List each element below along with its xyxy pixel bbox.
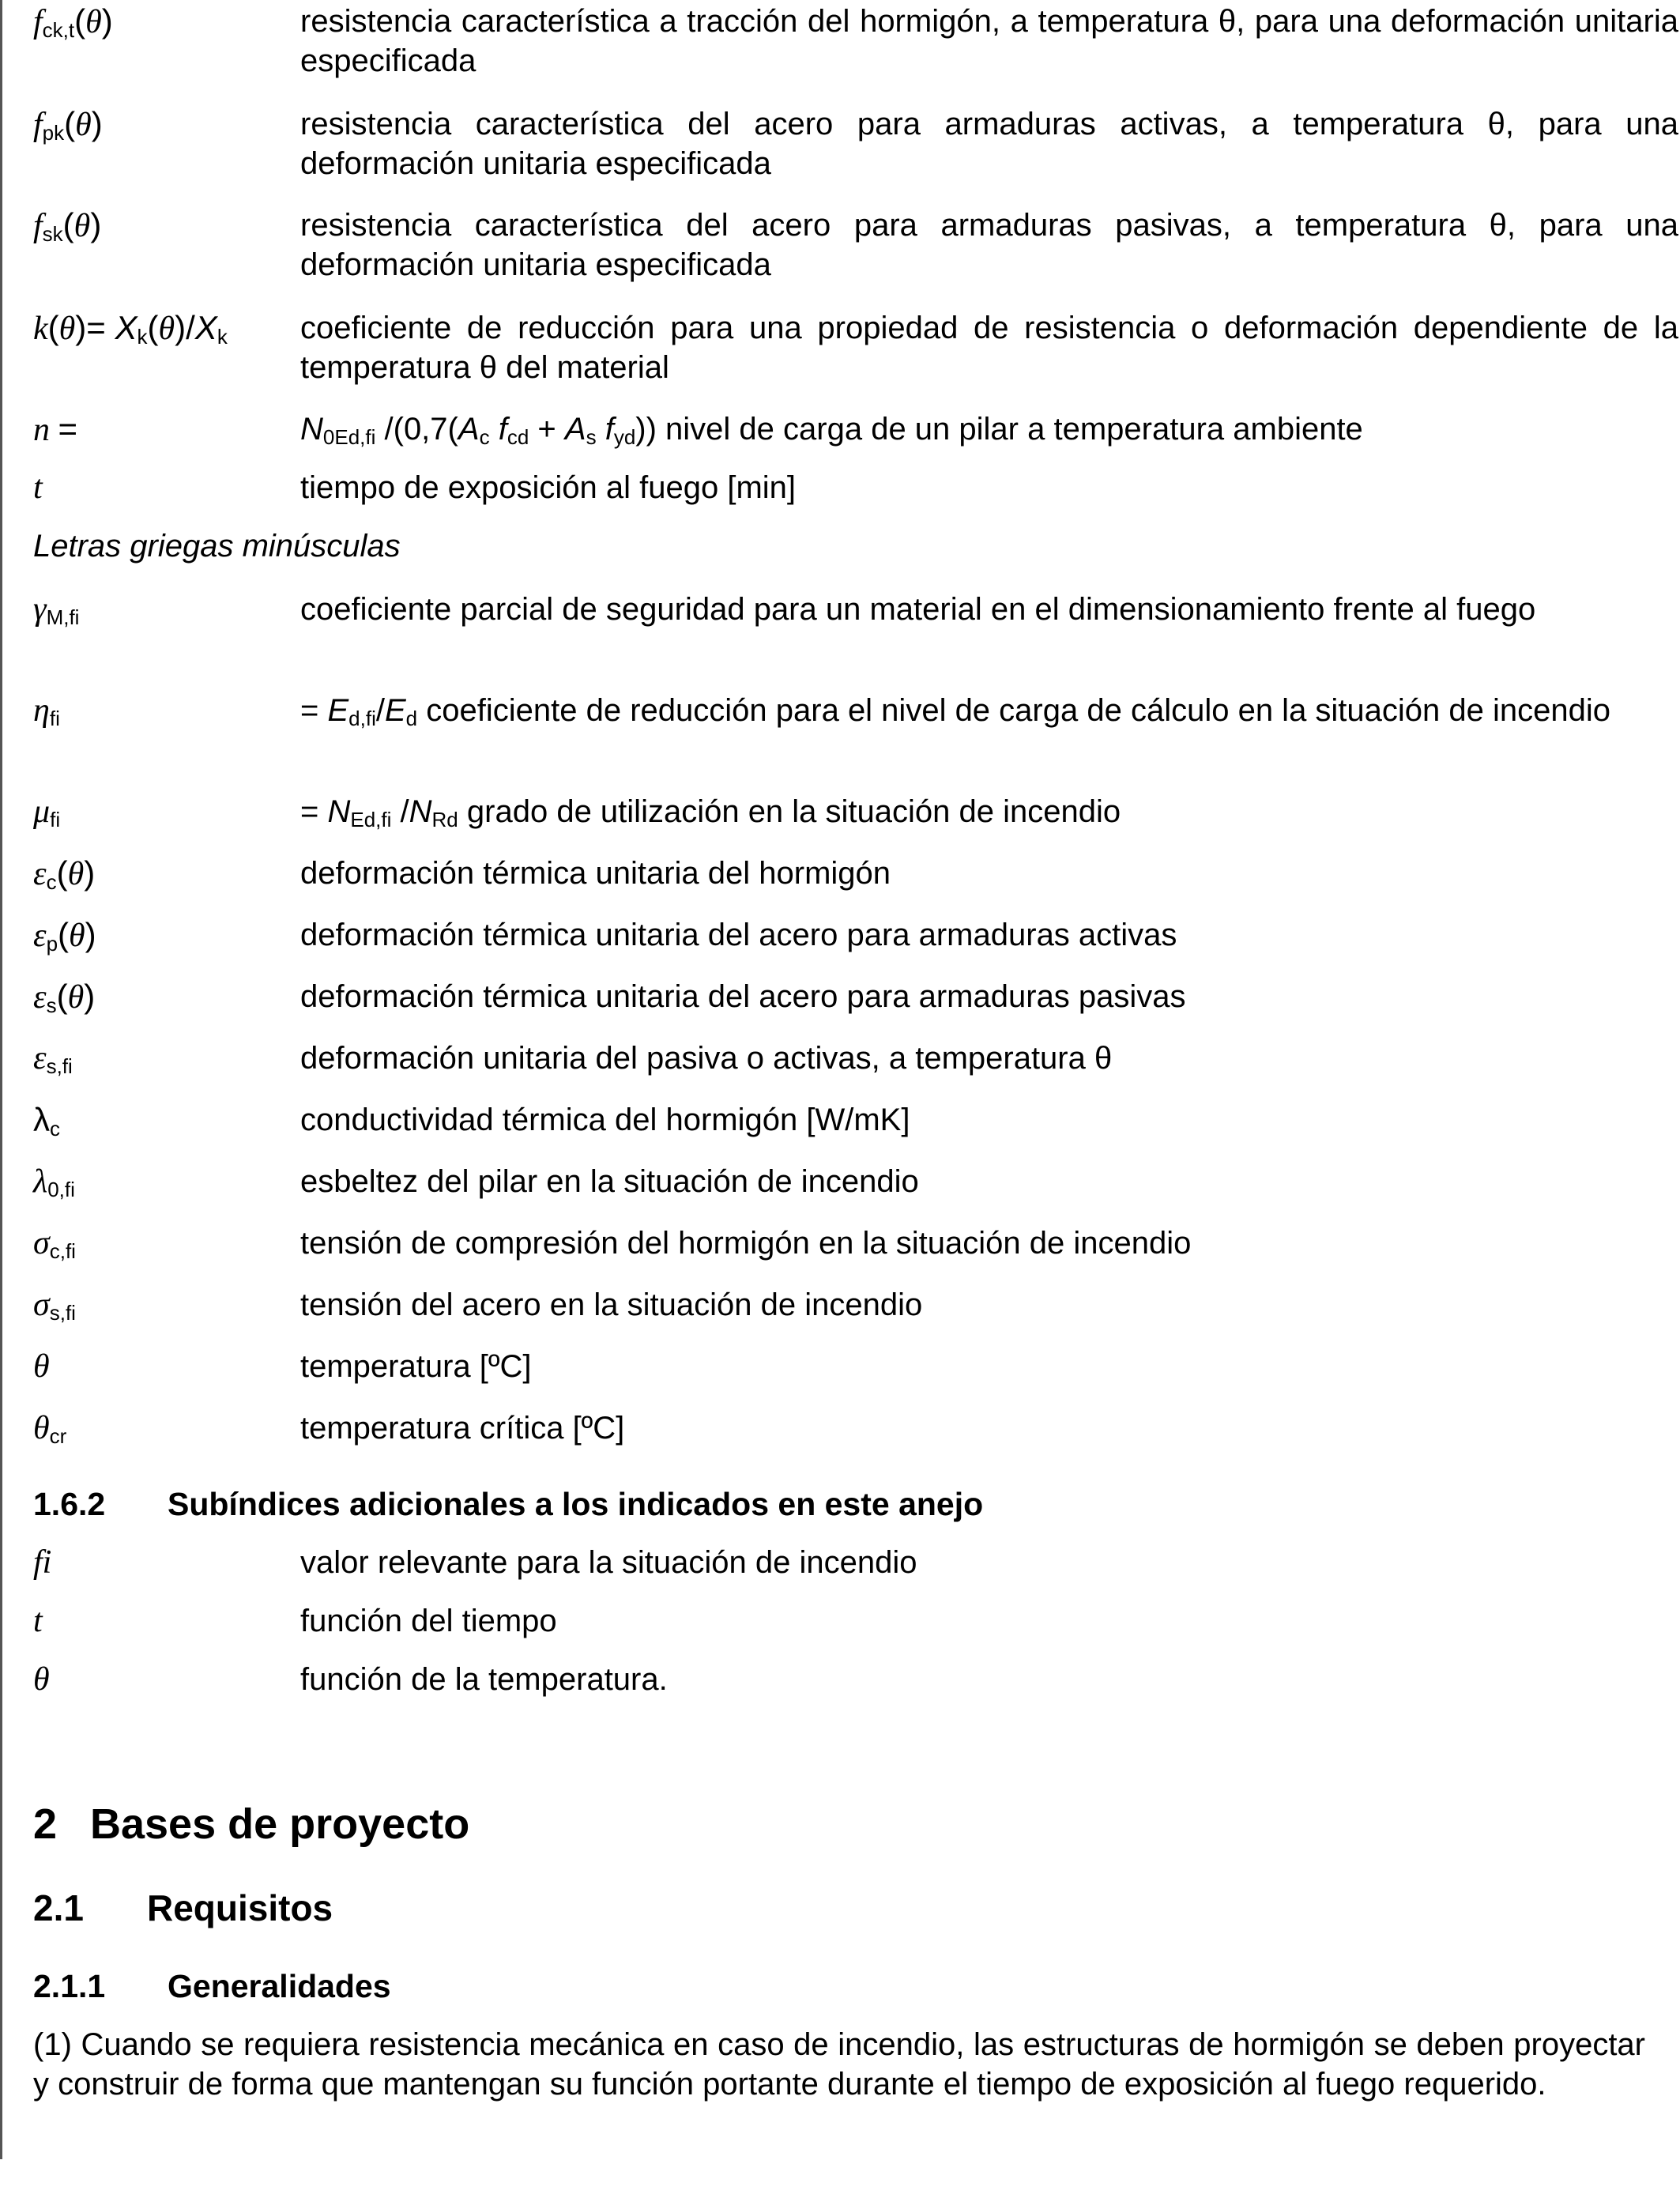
definition-eta-fi: = $E_{d,fi}/E_d$ coeficiente de reducción para el nivel de carga de cálculo en la situación de incendio	[300, 693, 1611, 730]
symbol-sigma-cfi: σc,fi	[33, 1225, 76, 1263]
symbol-epsilon-p: εp(θ)	[33, 916, 96, 956]
body-paragraph-1: (1) Cuando se requiera resistencia mecánica en caso de incendio, las estructuras de hormigón se deben proyectar y construir de forma que mantengan su función portante durante el tiempo de exposición al fuego requerido.	[33, 2027, 1645, 2102]
definition-eta-fi-text: coeficiente de reducción para el nivel de carga de cálculo en la situación de incendio	[426, 693, 1611, 728]
symbol-lambda-0fi: λ0,fi	[33, 1163, 75, 1201]
chapter-title: Bases de proyecto	[90, 1800, 470, 1848]
definition-t: tiempo de exposición al fuego [min]	[300, 470, 797, 505]
symbol-epsilon-c: εc(θ)	[33, 854, 96, 894]
symbol-fpk: fpk(θ)	[33, 105, 103, 145]
symbol-sigma-sfi: σs,fi	[33, 1287, 76, 1325]
section-title: Subíndices adicionales a los indicados en este anejo	[168, 1486, 984, 1522]
definition-epsilon-c: deformación térmica unitaria del hormigón	[300, 856, 891, 891]
definition-gamma-mfi: coeficiente parcial de seguridad para un material en el dimensionamiento frente al fuego	[300, 592, 1536, 627]
definition-fsk: resistencia característica del acero para armaduras pasivas, a temperatura θ, para una deformación unitaria especificada	[300, 208, 1678, 282]
page-left-border	[0, 0, 2, 2159]
subscript-symbol-t: t	[33, 1603, 43, 1639]
symbol-epsilon-s: εs(θ)	[33, 978, 96, 1017]
definition-sigma-sfi: tensión del acero en la situación de incendio	[300, 1287, 923, 1322]
definition-lambda-c: conductividad térmica del hormigón [W/mK]	[300, 1103, 910, 1137]
chapter-heading-2	[33, 1799, 469, 1849]
symbol-theta-cr: θcr	[33, 1410, 67, 1448]
section-heading-2-1-1	[33, 1966, 391, 2006]
section-title: Requisitos	[147, 1887, 333, 1928]
definition-mu-fi: = $N_{Ed,fi}$ $/N_{Rd}$ grado de utilización en la situación de incendio	[300, 794, 1121, 831]
section-number: 2.1	[33, 1887, 84, 1928]
subscript-definition-theta: función de la temperatura.	[300, 1662, 668, 1697]
chapter-number: 2	[33, 1800, 58, 1848]
definition-theta-cr: temperatura crítica [ºC]	[300, 1411, 625, 1446]
definition-k-theta: coeficiente de reducción para una propiedad de resistencia o deformación dependiente de la temperatura θ del material	[300, 311, 1678, 385]
symbol-t: t	[33, 469, 43, 506]
section-heading-1-6-2	[33, 1484, 983, 1524]
symbol-eta-fi: ηfi	[33, 692, 60, 730]
symbol-fckt: fck,t(θ)	[33, 2, 113, 42]
subscript-symbol-theta: θ	[33, 1661, 50, 1698]
symbol-epsilon-sfi: εs,fi	[33, 1040, 73, 1078]
definition-sigma-cfi: tensión de compresión del hormigón en la situación de incendio	[300, 1226, 1192, 1261]
symbol-lambda-c: λc	[33, 1101, 60, 1140]
symbol-n: n =	[33, 410, 78, 448]
symbol-mu-fi: μfi	[33, 794, 61, 831]
symbol-theta: θ	[33, 1348, 50, 1385]
symbol-k-theta: k(θ)= Xk(θ)/Xk	[33, 309, 228, 349]
section-heading-2-1	[33, 1886, 333, 1930]
greek-letters-subheading: Letras griegas minúsculas	[33, 529, 401, 564]
subscript-symbol-fi: fi	[33, 1544, 52, 1581]
definition-epsilon-p: deformación térmica unitaria del acero para armaduras activas	[300, 918, 1177, 952]
definition-n-text: nivel de carga de un pilar a temperatura ambiente	[665, 412, 1363, 447]
definition-n: $N_{0Ed,fi}$ $/(0,7(A_c$ $f_{cd} + A_s$ $f_{yd}$)) nivel de carga de un pilar a temperatura ambiente	[300, 412, 1363, 449]
subscript-definition-fi: valor relevante para la situación de incendio	[300, 1545, 917, 1580]
definition-mu-fi-text: grado de utilización en la situación de incendio	[466, 794, 1121, 829]
section-number: 1.6.2	[33, 1486, 106, 1522]
definition-fpk: resistencia característica del acero para armaduras activas, a temperatura θ, para una deformación unitaria especificada	[300, 107, 1678, 181]
definition-epsilon-s: deformación térmica unitaria del acero para armaduras pasivas	[300, 979, 1186, 1014]
definition-lambda-0fi: esbeltez del pilar en la situación de incendio	[300, 1164, 919, 1199]
symbol-gamma-mfi: γM,fi	[33, 591, 80, 629]
symbol-fsk: fsk(θ)	[33, 206, 102, 246]
section-title: Generalidades	[168, 1968, 391, 2004]
subscript-definition-t: función del tiempo	[300, 1604, 557, 1638]
definition-theta: temperatura [ºC]	[300, 1349, 532, 1384]
definition-fckt: resistencia característica a tracción del hormigón, a temperatura θ, para una deformación unitaria especificada	[300, 4, 1678, 78]
section-number: 2.1.1	[33, 1968, 106, 2004]
definition-epsilon-sfi: deformación unitaria del pasiva o activas, a temperatura θ	[300, 1041, 1113, 1076]
